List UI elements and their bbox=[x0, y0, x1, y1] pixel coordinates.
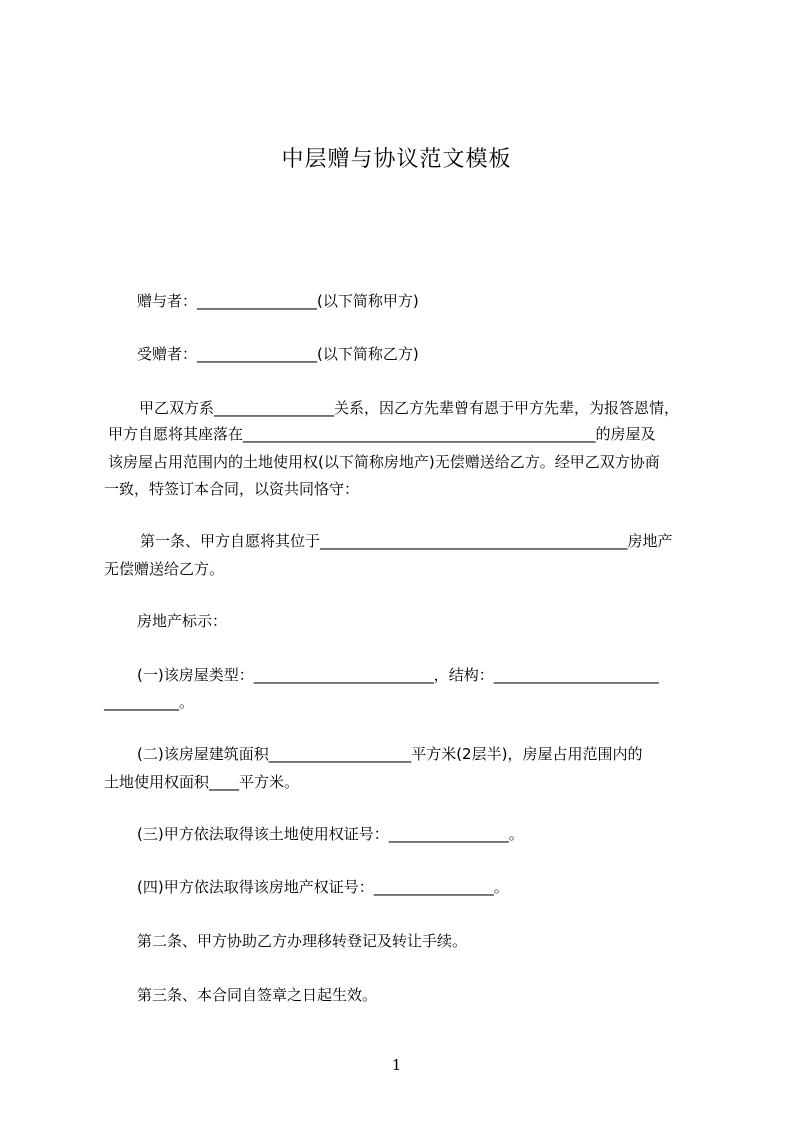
property-heading: 房地产标示： bbox=[137, 612, 228, 630]
donor-line: 赠与者：________________(以下简称甲方) bbox=[137, 292, 419, 310]
item-1-line-1: (一)该房屋类型：________________________，结构：______________________ bbox=[137, 666, 659, 684]
article-2-line: 第二条、甲方协助乙方办理移转登记及转让手续。 bbox=[137, 932, 468, 950]
item-2-line-2: 土地使用权面积____平方米。 bbox=[104, 773, 300, 791]
intro-line-3: 该房屋占用范围内的土地使用权(以下简称房地产)无偿赠送给乙方。经甲乙双方协商 bbox=[108, 453, 660, 471]
intro-line-4: 一致，特签订本合同，以资共同恪守： bbox=[104, 480, 360, 498]
intro-line-2: 甲方自愿将其座落在_______________________________________________的房屋及 bbox=[108, 425, 656, 443]
item-3-line: (三)甲方依法取得该土地使用权证号：________________。 bbox=[137, 825, 524, 843]
item-2-line-1: (二)该房屋建筑面积___________________平方米(2层半)，房屋占用范围内的 bbox=[137, 745, 643, 763]
item-4-line: (四)甲方依法取得该房地产权证号：________________。 bbox=[137, 878, 509, 896]
donee-line: 受赠者：________________(以下简称乙方) bbox=[137, 345, 419, 363]
page-number: 1 bbox=[391, 1056, 402, 1074]
article-1-line-1: 第一条、甲方自愿将其位于_________________________________________房地产 bbox=[140, 532, 673, 550]
intro-line-1: 甲乙双方系________________关系，因乙方先辈曾有恩于甲方先辈，为报答恩情， bbox=[139, 399, 680, 417]
article-1-line-2: 无偿赠送给乙方。 bbox=[104, 560, 225, 578]
document-title: 中层赠与协议范文模板 bbox=[281, 147, 512, 172]
item-1-line-2: __________。 bbox=[104, 693, 195, 711]
article-3-line: 第三条、本合同自签章之日起生效。 bbox=[137, 986, 378, 1004]
